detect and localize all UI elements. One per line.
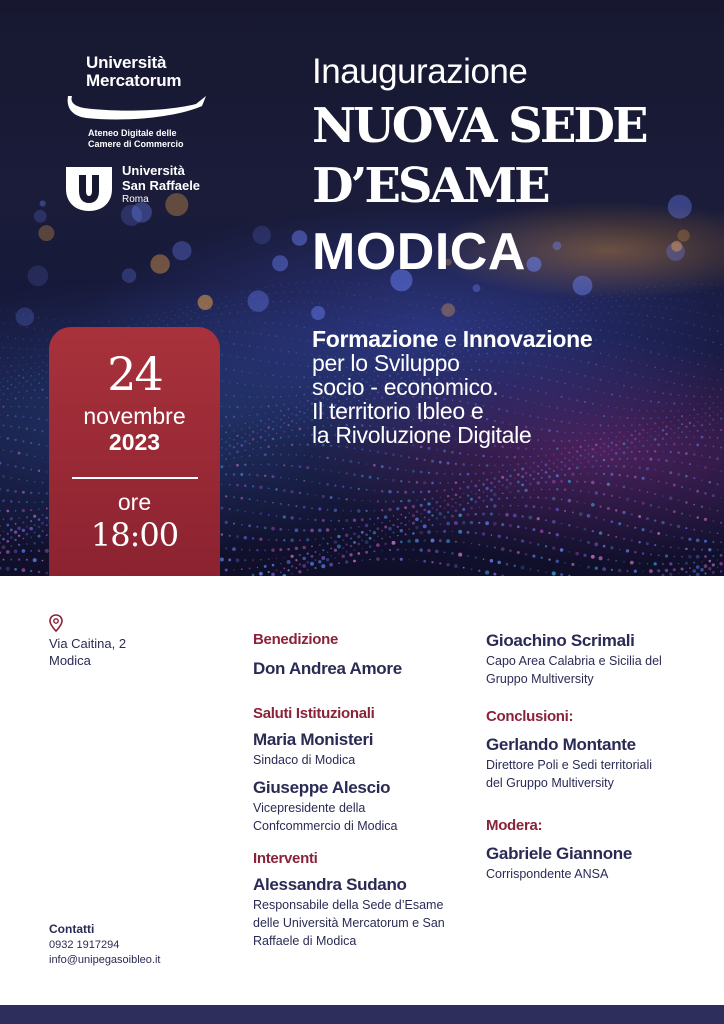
- date-time: 18:00: [90, 516, 179, 554]
- subtitle-line2: per lo Sviluppo: [312, 350, 460, 376]
- date-divider: [72, 477, 198, 479]
- subtitle-word1: Formazione: [312, 326, 439, 352]
- interventi-role-2: delle Università Mercatorum e San: [253, 916, 445, 930]
- saluti-name-2: Giuseppe Alescio: [253, 778, 391, 797]
- san-raffaele-u-icon: [64, 163, 114, 213]
- location-pin-icon: [49, 614, 63, 632]
- date-box: [49, 327, 220, 576]
- subtitle: [312, 327, 592, 447]
- benedizione-name: Don Andrea Amore: [253, 659, 402, 678]
- modera-heading: Modera:: [486, 817, 543, 834]
- subtitle-joiner: e: [438, 326, 463, 352]
- address-line1: Via Caitina, 2: [49, 636, 127, 651]
- conclusioni-role-1: Direttore Poli e Sedi territoriali: [486, 758, 653, 772]
- saluti-role-1: Sindaco di Modica: [253, 753, 356, 767]
- program-column-right: [486, 630, 706, 883]
- title-kicker: Inaugurazione: [312, 52, 528, 91]
- san-raffaele-logo: [64, 163, 200, 213]
- mercatorum-logo-line2: Mercatorum: [86, 71, 182, 90]
- date-month: novembre: [83, 403, 186, 429]
- interventi-name: Alessandra Sudano: [253, 875, 407, 894]
- modera-role: Corrispondente ANSA: [486, 867, 609, 881]
- scrimali-role-2: Gruppo Multiversity: [486, 672, 594, 686]
- address-line2: Modica: [49, 653, 91, 668]
- conclusioni-name: Gerlando Montante: [486, 735, 636, 754]
- contacts-phone[interactable]: 0932 1917294: [49, 939, 120, 951]
- footer-bar: [0, 1005, 724, 1024]
- modera-name: Gabriele Giannone: [486, 844, 633, 863]
- contacts-block: [49, 922, 160, 968]
- program-column-left: [253, 630, 478, 950]
- mercatorum-logo-sub2: Camere di Commercio: [88, 139, 184, 149]
- saluti-role-2b: Confcommercio di Modica: [253, 819, 398, 833]
- mercatorum-logo-line1: Università: [86, 53, 167, 72]
- mercatorum-logo: [64, 54, 214, 150]
- benedizione-heading: Benedizione: [253, 631, 339, 648]
- saluti-role-2a: Vicepresidente della: [253, 801, 366, 815]
- interventi-role-1: Responsabile della Sede d’Esame: [253, 898, 444, 912]
- mercatorum-logo-sub1: Ateneo Digitale delle: [88, 128, 177, 138]
- subtitle-line3: socio - economico.: [312, 374, 499, 400]
- contacts-heading: Contatti: [49, 922, 95, 936]
- conclusioni-heading: Conclusioni:: [486, 708, 574, 725]
- date-ore-label: ore: [117, 489, 152, 515]
- subtitle-word2: Innovazione: [462, 326, 593, 352]
- scrimali-name: Gioachino Scrimali: [486, 631, 635, 650]
- interventi-heading: Interventi: [253, 850, 318, 867]
- scrimali-role-1: Capo Area Calabria e Sicilia del: [486, 654, 662, 668]
- san-raffaele-line2: San Raffaele: [122, 178, 201, 193]
- title-line1: NUOVA SEDE: [312, 98, 646, 154]
- date-day: 24: [107, 347, 162, 401]
- location-address: [49, 635, 126, 669]
- interventi-role-3: Raffaele di Modica: [253, 934, 357, 948]
- subtitle-line4: Il territorio Ibleo e: [312, 398, 484, 424]
- title-city: MODICA: [312, 223, 526, 281]
- saluti-name-1: Maria Monisteri: [253, 730, 374, 749]
- conclusioni-role-2: del Gruppo Multiversity: [486, 776, 614, 790]
- subtitle-line5: la Rivoluzione Digitale: [312, 422, 532, 448]
- san-raffaele-line3: Roma: [122, 194, 149, 205]
- date-year: 2023: [108, 429, 161, 455]
- title-line2: D’ESAME: [312, 158, 548, 214]
- contacts-email[interactable]: info@unipegasoibleo.it: [49, 954, 161, 966]
- san-raffaele-line1: Università: [122, 163, 185, 178]
- saluti-heading: Saluti Istituzionali: [253, 705, 375, 722]
